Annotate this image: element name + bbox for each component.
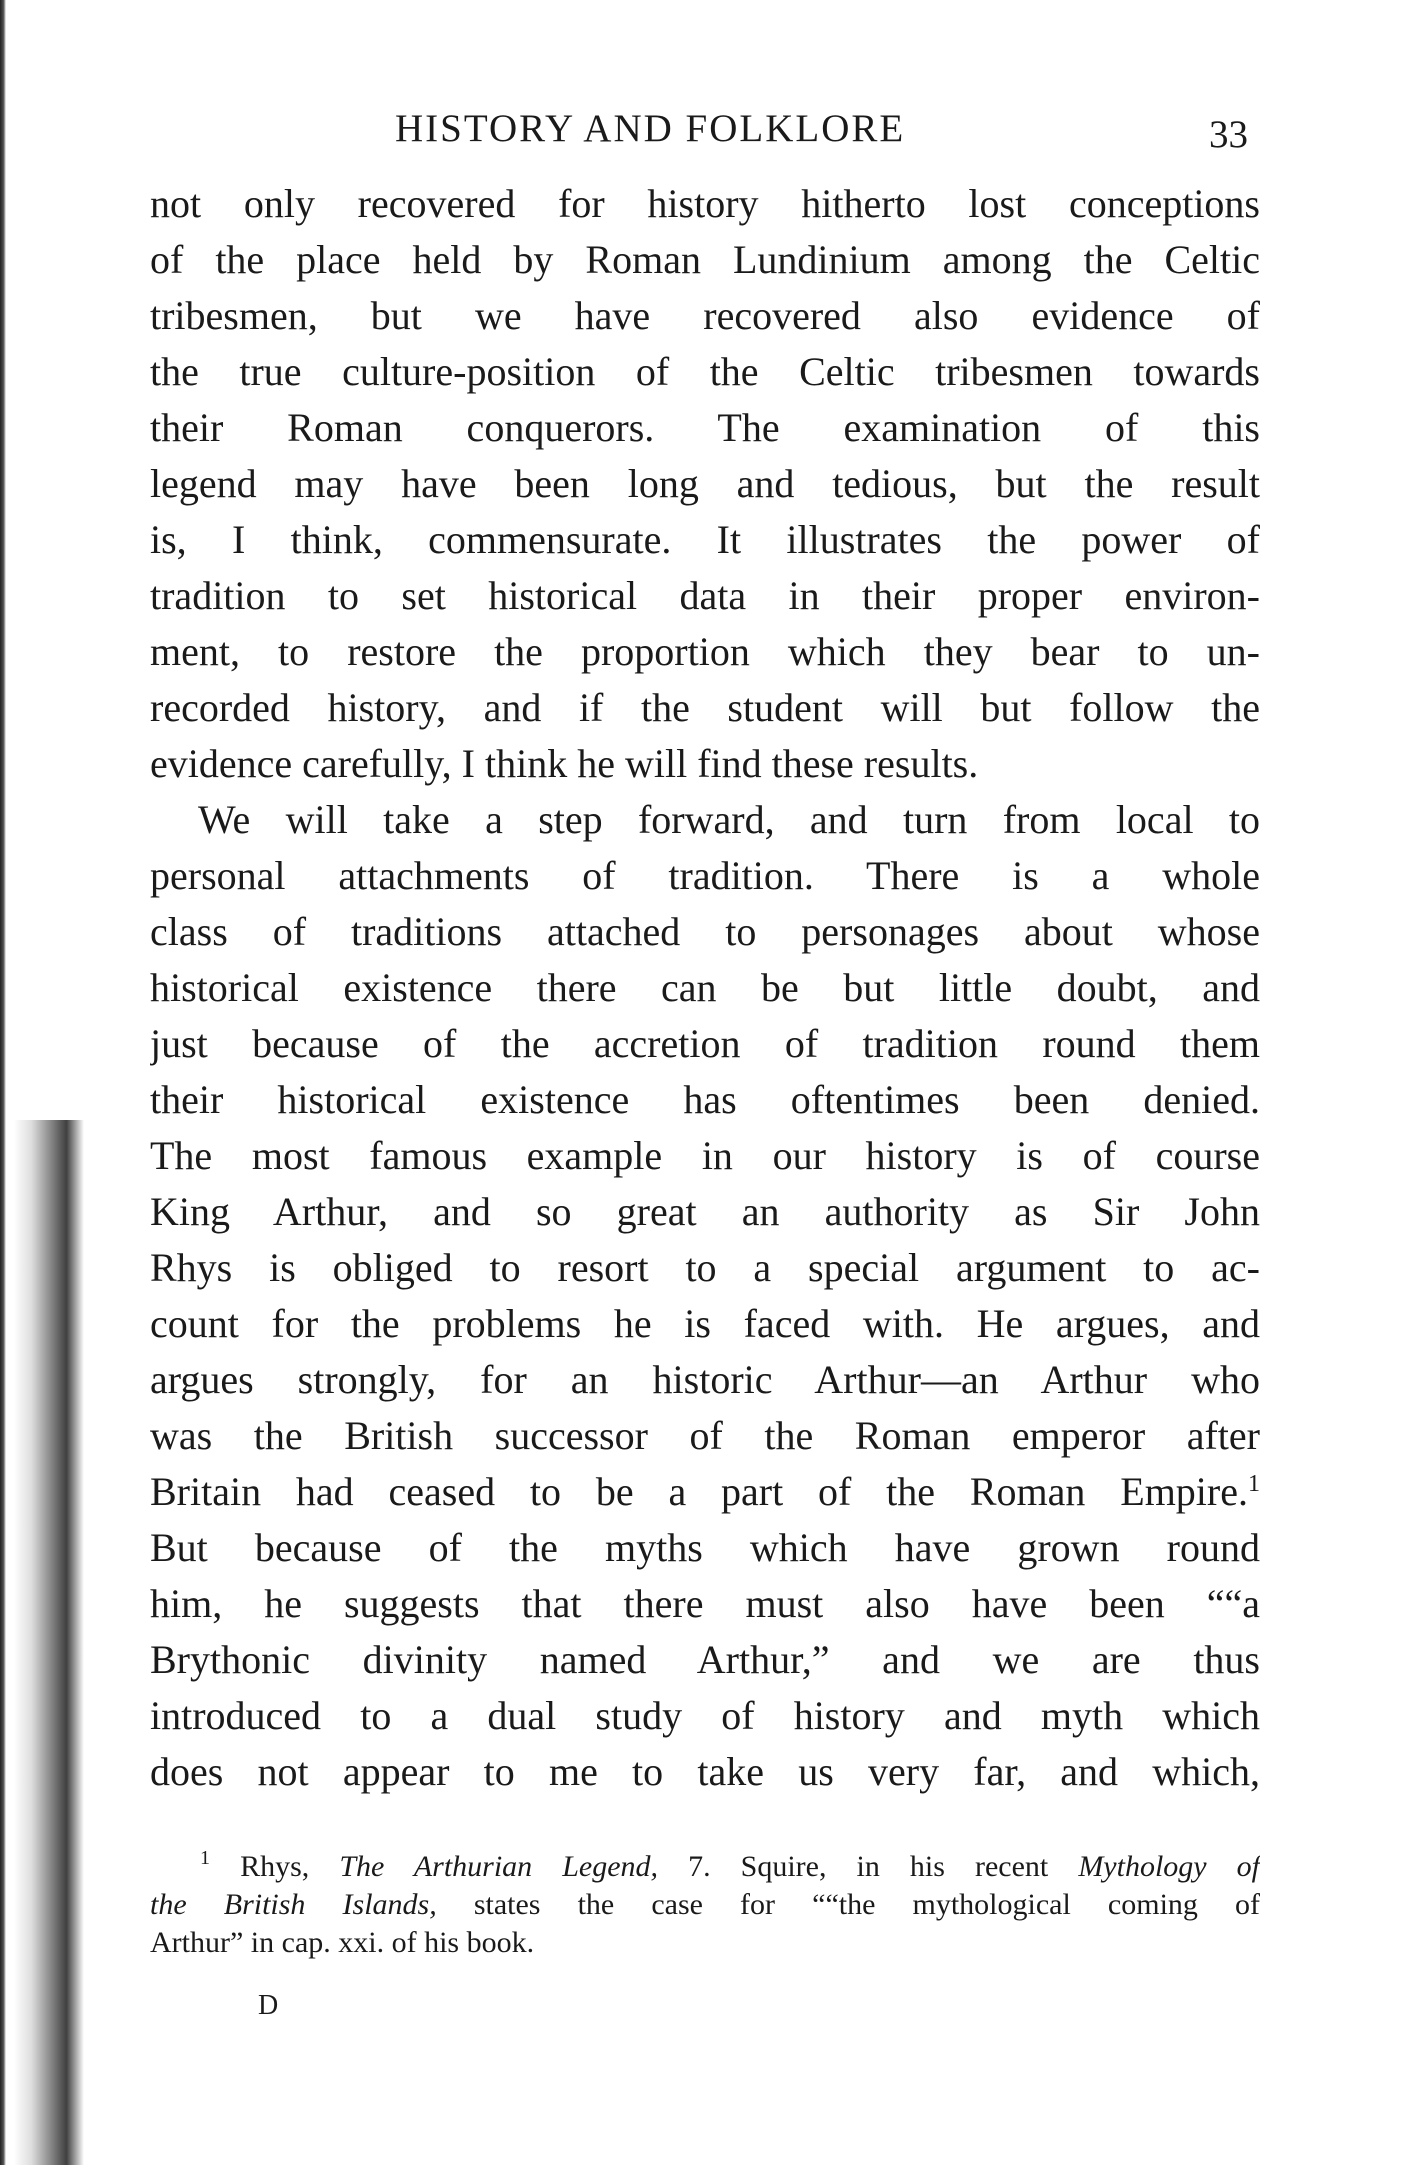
text-line: legend may have been long and tedious, but the result [150, 461, 1260, 506]
text-line: Brythonic divinity named Arthur,” and we are thus [150, 1637, 1260, 1682]
text-line: class of traditions attached to personages about whose [150, 909, 1260, 954]
text-line: King Arthur, and so great an authority as Sir John [150, 1189, 1260, 1234]
footnote-text: 7. Squire, in his recent [658, 1850, 1079, 1883]
text-line: not only recovered for history hitherto lost conceptions [150, 181, 1260, 226]
footnote-line [150, 1924, 1260, 1962]
text-line: of the place held by Roman Lundinium among the Celtic [150, 237, 1260, 282]
footnote-title: Mythology of [1078, 1850, 1260, 1883]
text-line: him, he suggests that there must also have been ““a [150, 1581, 1260, 1626]
footnote-text: states the case for ““the mythological coming of [436, 1888, 1260, 1921]
footnote [150, 1848, 1260, 1962]
footnote-reference[interactable]: 1 [1248, 1471, 1260, 1497]
text-line: Rhys is obliged to resort to a special argument to ac- [150, 1245, 1260, 1290]
text-line: tribesmen, but we have recovered also evidence of [150, 293, 1260, 338]
text-line: count for the problems he is faced with. He argues, and [150, 1301, 1260, 1346]
text-line: does not appear to me to take us very far, and which, [150, 1749, 1260, 1794]
text-line: We will take a step forward, and turn from local to [198, 797, 1260, 842]
text-line: their historical existence has oftentimes been denied. [150, 1077, 1260, 1122]
footnote-line [150, 1886, 1260, 1924]
text-line: tradition to set historical data in their proper environ- [150, 573, 1260, 618]
signature-mark: D [258, 1990, 279, 2021]
text-line: introduced to a dual study of history and myth which [150, 1693, 1260, 1738]
text-line: recorded history, and if the student will but follow the [150, 685, 1260, 730]
text-line: argues strongly, for an historic Arthur—an Arthur who [150, 1357, 1260, 1402]
text-line: The most famous example in our history is of course [150, 1133, 1260, 1178]
running-head: HISTORY AND FOLKLORE [395, 107, 906, 150]
text-line: historical existence there can be but little doubt, and [150, 965, 1260, 1010]
binding-edge [0, 0, 6, 2165]
text-line: just because of the accretion of tradition round them [150, 1021, 1260, 1066]
text-line: is, I think, commensurate. It illustrates the power of [150, 517, 1260, 562]
text-line: the true culture-position of the Celtic tribesmen towards [150, 349, 1260, 394]
footnote-mark: 1 [200, 1848, 210, 1869]
footnote-title: The Arthurian Legend, [339, 1850, 659, 1883]
text-line-with-footnote-ref [150, 1464, 1260, 1520]
text-line: evidence carefully, I think he will find these results. [150, 741, 979, 786]
page-number: 33 [1209, 113, 1248, 156]
gutter-shadow [14, 1120, 84, 2165]
footnote-text: Arthur” in cap. xxi. of his book. [150, 1926, 535, 1959]
footnote-title: the British Islands, [150, 1888, 437, 1921]
page-header [150, 106, 1260, 156]
text-line: But because of the myths which have grown round [150, 1525, 1260, 1570]
footnote-text: Rhys, [240, 1850, 340, 1883]
text-line: their Roman conquerors. The examination of this [150, 405, 1260, 450]
text-line: was the British successor of the Roman emperor after [150, 1413, 1260, 1458]
body-text [150, 176, 1260, 1800]
text-line: personal attachments of tradition. There is a whole [150, 853, 1260, 898]
footnote-line [150, 1848, 1260, 1886]
text-line-content: Britain had ceased to be a part of the Roman Empire. [150, 1469, 1248, 1514]
text-line: ment, to restore the proportion which they bear to un- [150, 629, 1260, 674]
